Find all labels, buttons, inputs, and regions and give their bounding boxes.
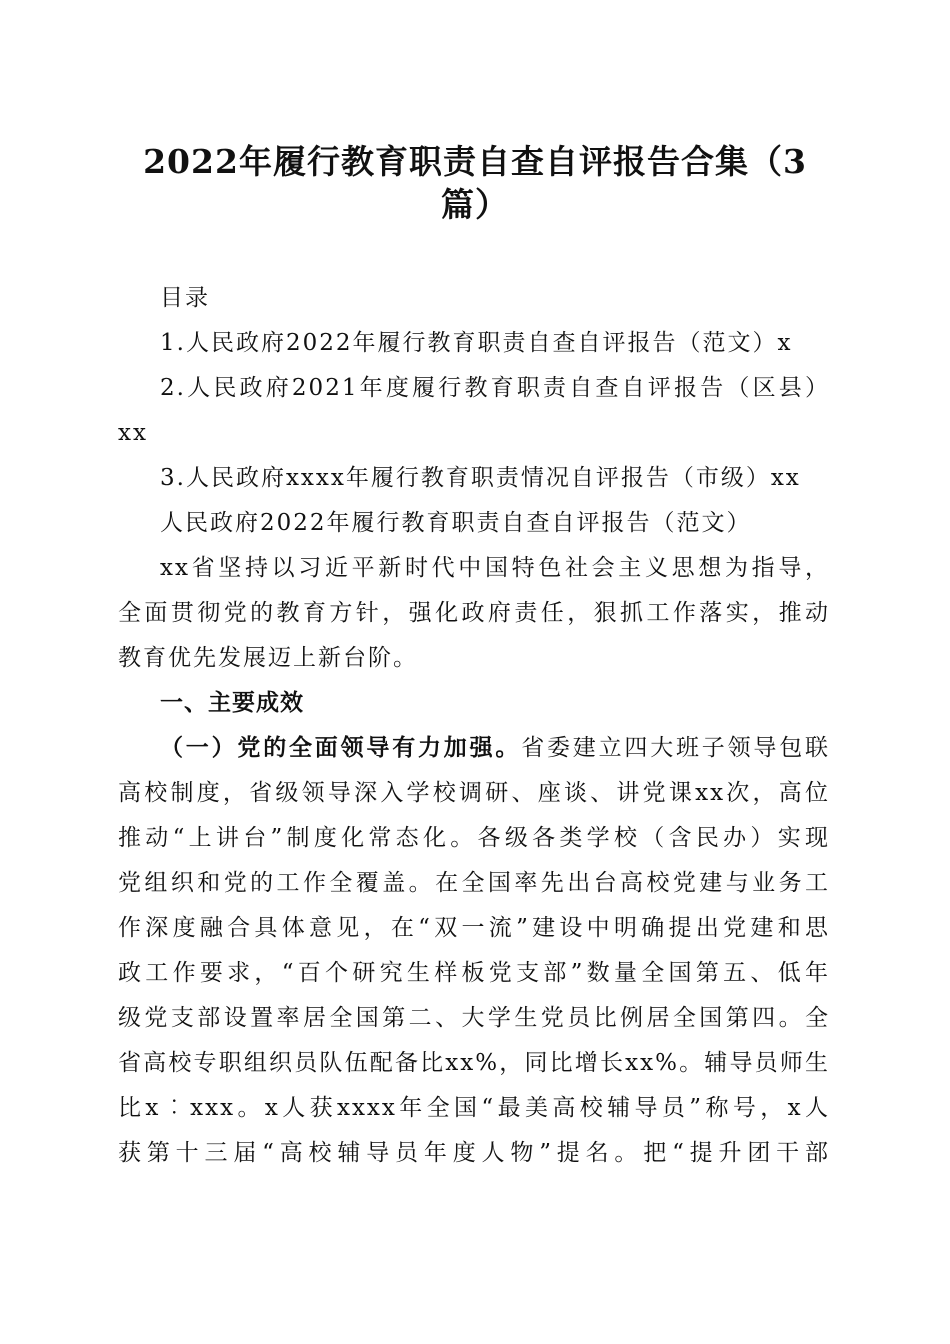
paragraph-line-1-text: 省委建立四大班子领导包联 xyxy=(521,735,831,761)
paragraph-line-4: 党组织和党的工作全覆盖。在全国率先出台高校党建与业务工 xyxy=(118,870,830,896)
subheading-party-leadership: （一）党的全面领导有力加强。 xyxy=(160,734,522,761)
intro-line-2: 全面贯彻党的教育方针，强化政府责任，狠抓工作落实，推动 xyxy=(118,600,830,626)
paragraph-line-8: 省高校专职组织员队伍配备比xx%，同比增长xx%。辅导员师生 xyxy=(118,1050,830,1076)
toc-item-2: 2.人民政府2021年度履行教育职责自查自评报告（区县） xyxy=(160,375,830,401)
toc-item-2-continued: xx xyxy=(118,420,148,446)
intro-line-3: 教育优先发展迈上新台阶。 xyxy=(118,645,418,671)
paragraph-line-5: 作深度融合具体意见，在“双一流”建设中明确提出党建和思 xyxy=(118,915,830,941)
document-title-line1: 2022年履行教育职责自查自评报告合集（3 xyxy=(143,142,807,181)
section-title: 人民政府2022年履行教育职责自查自评报告（范文） xyxy=(160,510,752,536)
toc-item-1: 1.人民政府2022年履行教育职责自查自评报告（范文）x xyxy=(160,330,793,356)
paragraph-line-1 xyxy=(160,733,830,763)
document-title-line2: 篇） xyxy=(441,185,509,224)
paragraph-line-7: 级党支部设置率居全国第二、大学生党员比例居全国第四。全 xyxy=(118,1005,830,1031)
paragraph-line-6: 政工作要求，“百个研究生样板党支部”数量全国第五、低年 xyxy=(118,960,830,986)
paragraph-line-10: 获第十三届“高校辅导员年度人物”提名。把“提升团干部 xyxy=(118,1140,830,1166)
toc-heading: 目录 xyxy=(160,285,210,311)
paragraph-line-9: 比x︰xxx。x人获xxxx年全国“最美高校辅导员”称号，x人 xyxy=(118,1095,830,1121)
paragraph-line-3: 推动“上讲台”制度化常态化。各级各类学校（含民办）实现 xyxy=(118,825,830,851)
paragraph-line-2: 高校制度，省级领导深入学校调研、座谈、讲党课xx次，高位 xyxy=(118,780,830,806)
heading-main-achievements: 一、主要成效 xyxy=(160,690,304,716)
toc-item-3: 3.人民政府xxxx年履行教育职责情况自评报告（市级）xx xyxy=(160,465,801,491)
intro-line-1: xx省坚持以习近平新时代中国特色社会主义思想为指导， xyxy=(160,555,830,581)
